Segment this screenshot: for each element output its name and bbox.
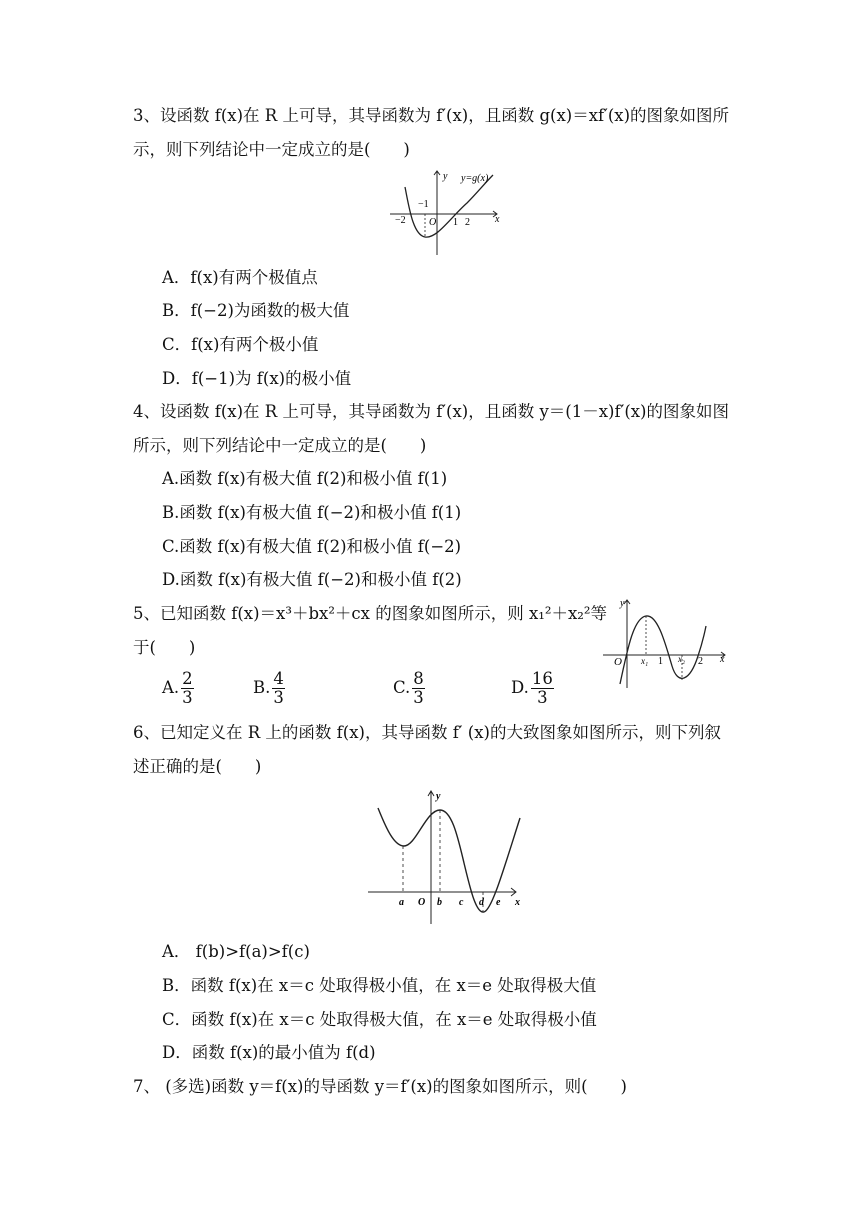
q6-tick-a: a	[399, 897, 404, 908]
q5-tick-x1: x₁	[641, 656, 649, 666]
q5-x-label: x	[720, 654, 725, 665]
q6-option-d: D．函数 f(x)的最小值为 f(d)	[162, 1043, 376, 1062]
q3-tick-origin: O	[429, 217, 437, 228]
q6-tick-b: b	[437, 897, 442, 908]
q5-stem-line2: 于( )	[133, 638, 196, 657]
q5-option-a: A. $\frac{2}{3}$	[162, 669, 193, 707]
q4-option-b: B.函数 f(x)有极大值 f(−2)和极小值 f(1)	[162, 503, 462, 522]
q3-stem-line2: 示，则下列结论中一定成立的是( )	[133, 140, 410, 159]
q6-tick-c: c	[459, 897, 464, 908]
q5-option-b: B. $\frac{4}{3}$	[253, 669, 284, 707]
q3-y-label: y	[443, 171, 448, 182]
q5-tick-1: 1	[658, 656, 663, 667]
q3-option-d: D．f(−1)为 f(x)的极小值	[162, 369, 352, 388]
q6-option-b: B．函数 f(x)在 x＝c 处取得极小值，在 x＝e 处取得极大值	[162, 976, 597, 995]
q3-tick-2: 2	[465, 217, 470, 228]
q5-y-label: y	[620, 598, 625, 609]
q4-option-a: A.函数 f(x)有极大值 f(2)和极小值 f(1)	[162, 469, 448, 488]
q4-option-c: C.函数 f(x)有极大值 f(2)和极小值 f(−2)	[162, 537, 462, 556]
q3-tick-neg1: −1	[418, 199, 429, 210]
q4-stem-line1: 4、设函数 f(x)在 R 上可导，其导函数为 f′(x)，且函数 y＝(1－x)f′(x)的图象如图	[133, 402, 729, 421]
q3-option-c: C．f(x)有两个极小值	[162, 335, 319, 354]
q3-tick-1: 1	[453, 217, 458, 228]
q6-stem-line1: 6、已知定义在 R 上的函数 f(x)，其导函数 f′ (x)的大致图象如图所示，则下列叙	[133, 723, 721, 742]
q5-tick-2: 2	[698, 656, 703, 667]
q5-tick-x2: x₂	[678, 654, 686, 664]
q6-stem-line2: 述正确的是( )	[133, 757, 262, 776]
q3-curve-label: y=g(x)	[461, 173, 489, 184]
q5-stem-line1: 5、已知函数 f(x)＝x³＋bx²＋cx 的图象如图所示，则 x₁²＋x₂²等	[133, 604, 608, 623]
q6-option-c: C．函数 f(x)在 x＝c 处取得极大值，在 x＝e 处取得极小值	[162, 1010, 597, 1029]
q6-x-label: x	[515, 897, 520, 908]
q5-graph	[598, 596, 733, 691]
q5-option-d: D. $\frac{16}{3}$	[511, 669, 553, 707]
q5-tick-origin: O	[614, 656, 622, 668]
q3-option-b: B．f(−2)为函数的极大值	[162, 301, 350, 320]
q3-graph	[385, 167, 510, 257]
q3-stem-line1: 3、设函数 f(x)在 R 上可导，其导函数为 f′(x)，且函数 g(x)＝xf′(x)的图象如图所	[133, 106, 730, 125]
q6-graph	[364, 788, 529, 928]
q6-tick-d: d	[479, 897, 484, 908]
q6-option-a: A． f(b)>f(a)>f(c)	[162, 942, 310, 961]
q6-tick-origin: O	[418, 897, 426, 908]
q3-x-label: x	[495, 214, 500, 225]
q6-y-label: y	[436, 791, 441, 802]
q3-option-a: A．f(x)有两个极值点	[162, 268, 318, 287]
q4-stem-line2: 所示，则下列结论中一定成立的是( )	[133, 436, 427, 455]
q5-option-c: C. $\frac{8}{3}$	[393, 669, 424, 707]
q3-tick-neg2: −2	[395, 215, 406, 226]
q7-stem-line1: 7、 (多选)函数 y＝f(x)的导函数 y＝f′(x)的图象如图所示，则( )	[133, 1077, 627, 1096]
q6-tick-e: e	[496, 897, 501, 908]
q4-option-d: D.函数 f(x)有极大值 f(−2)和极小值 f(2)	[162, 570, 462, 589]
